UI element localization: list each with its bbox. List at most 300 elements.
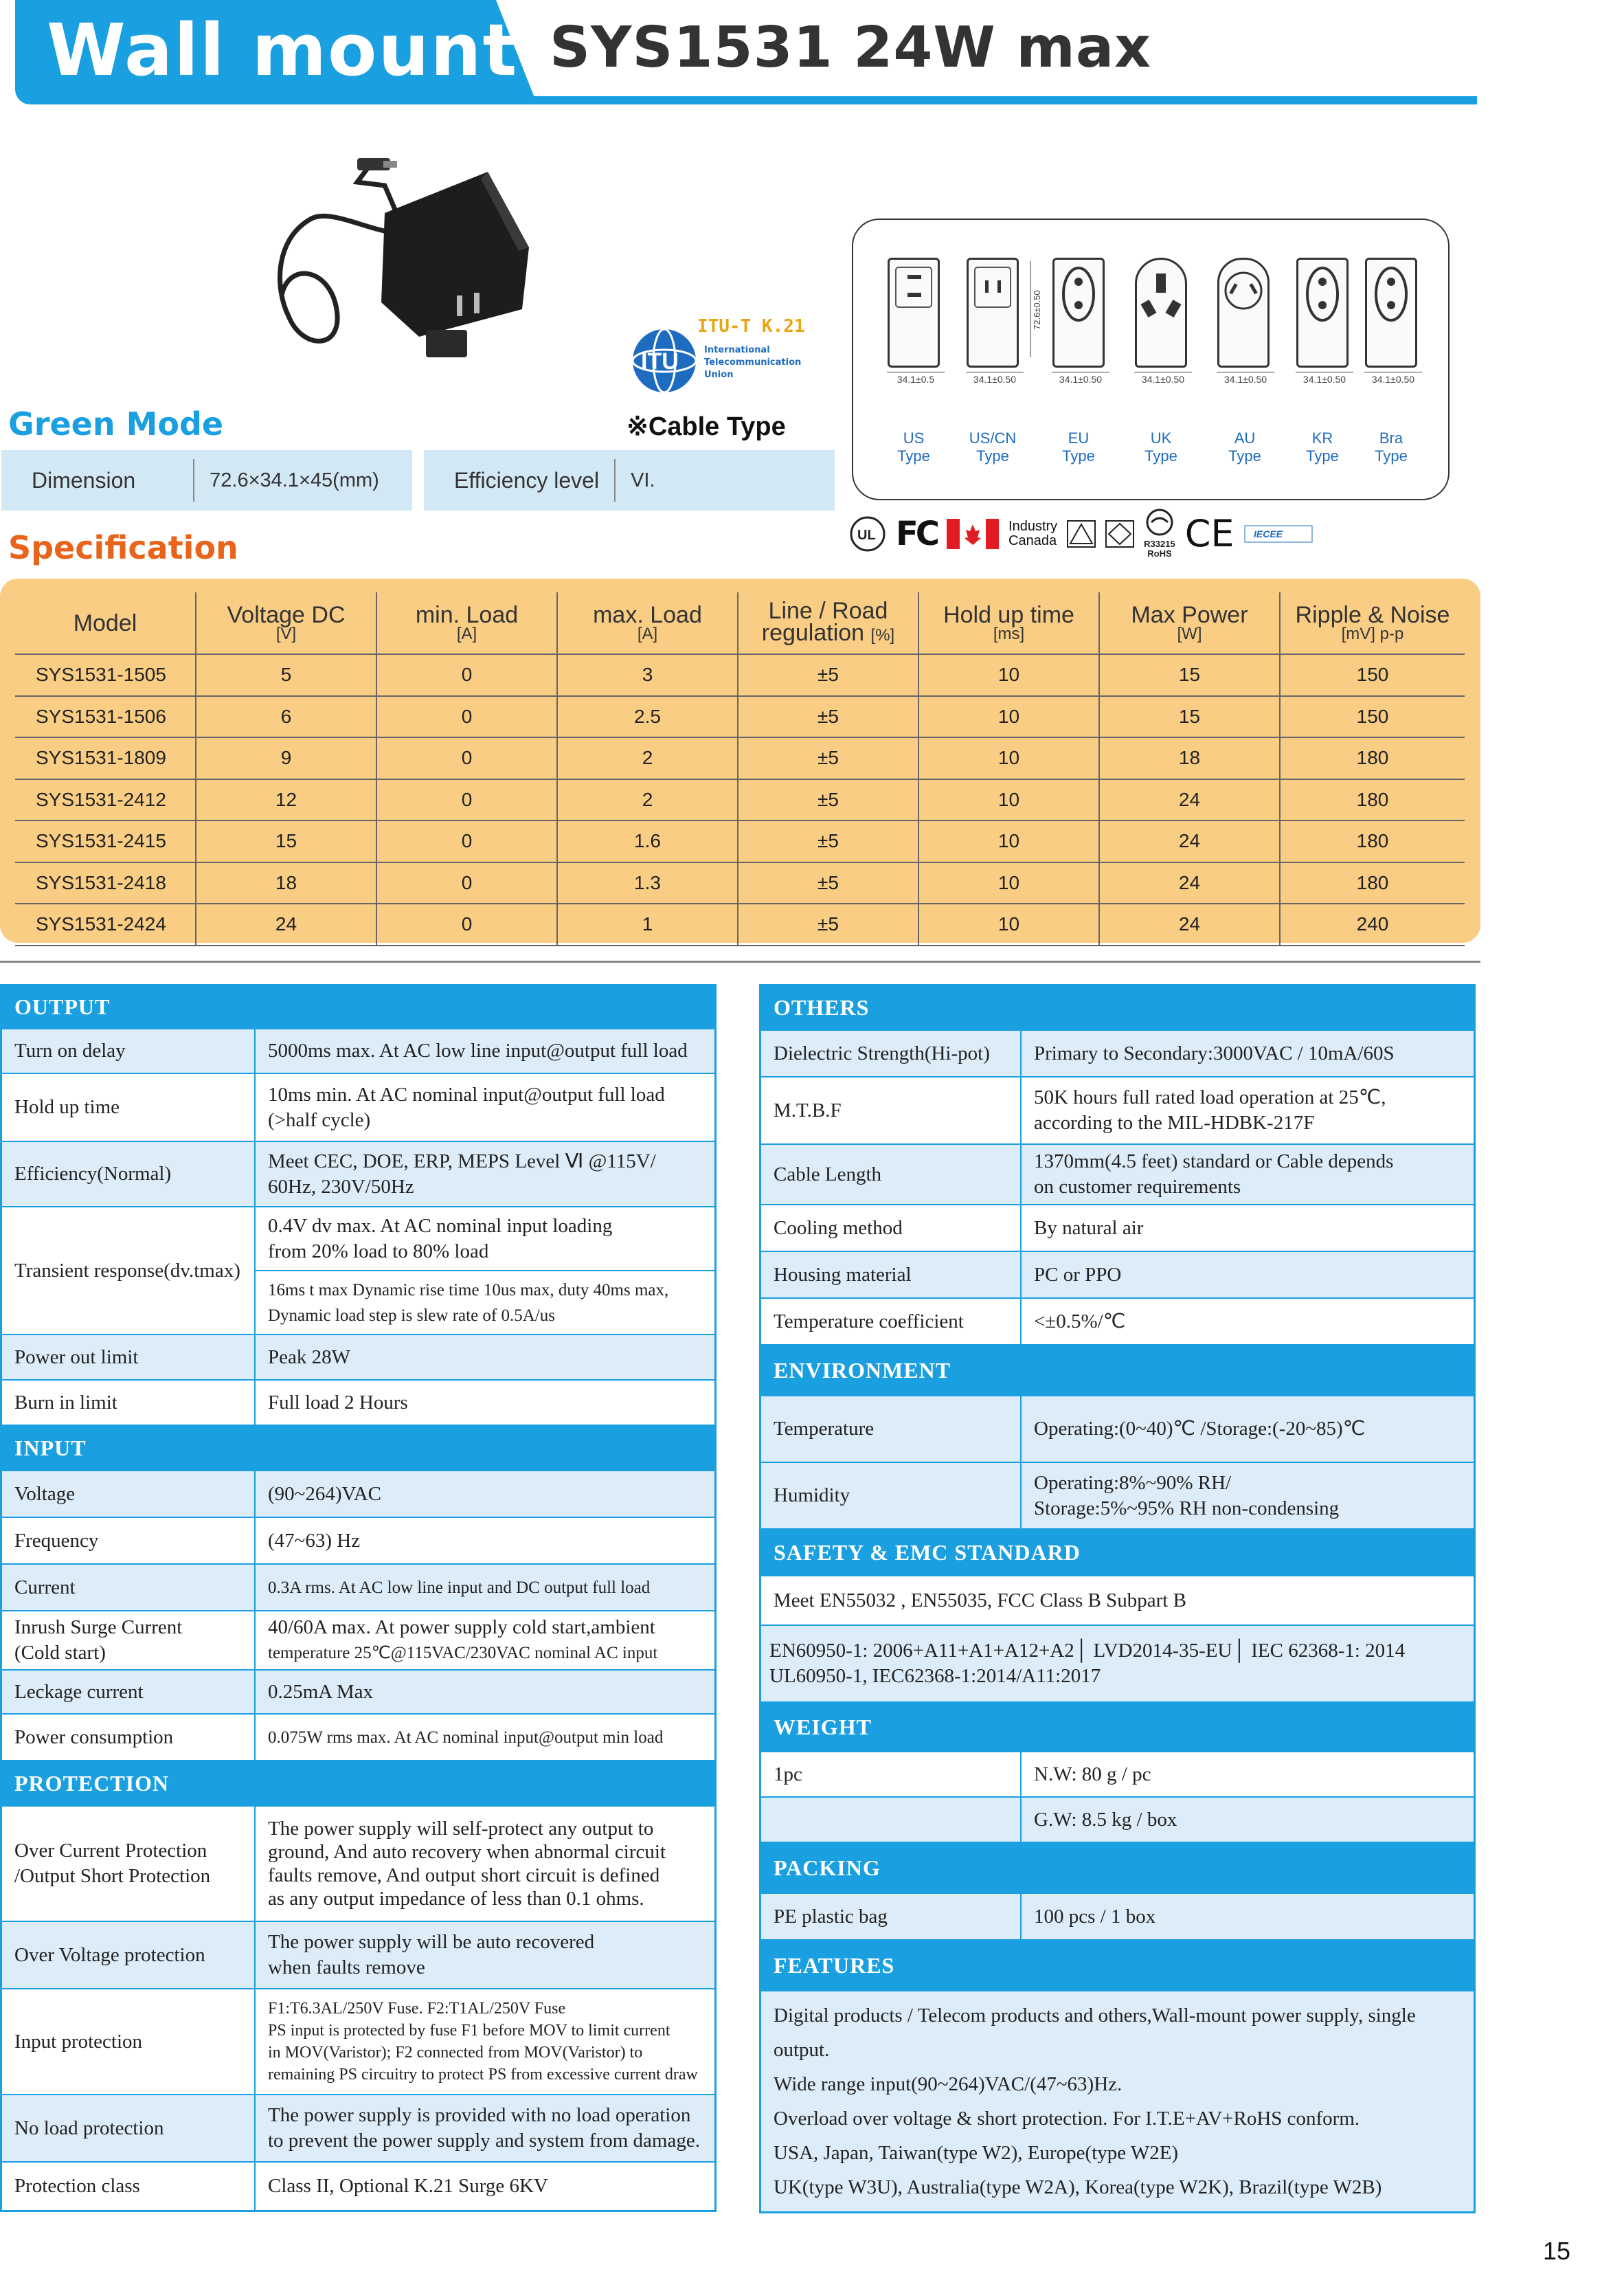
diamond-mark-icon <box>1105 520 1134 548</box>
row-key: Housing material <box>761 1251 1021 1298</box>
warning-triangle-icon <box>1067 520 1096 548</box>
plug-type: KR <box>1311 429 1333 447</box>
col-unit: [mV] p-p <box>1341 624 1404 643</box>
row-key: Turn on delay <box>2 1029 255 1073</box>
left-spec-panel <box>0 984 717 2212</box>
model-cell: SYS1531-2424 <box>15 904 196 946</box>
plug-type-word: Type <box>1375 447 1408 465</box>
features-row <box>761 1991 1474 2211</box>
spec-cell: ±5 <box>738 904 918 946</box>
value-line: The power supply will be auto recovered <box>268 1931 595 1953</box>
features-title: FEATURES <box>761 1940 1474 1991</box>
spec-cell: 12 <box>196 779 376 821</box>
spec-cell: 10 <box>918 862 1099 904</box>
row-value <box>255 1271 714 1335</box>
spec-cell: 150 <box>1280 654 1465 696</box>
table-row <box>2 1073 714 1141</box>
col-label2: regulation <box>761 619 865 646</box>
plug-dim: 34.1±0.50 <box>1052 372 1109 385</box>
spec-header-row <box>15 592 1465 654</box>
value-line: from 20% load to 80% load <box>268 1240 489 1262</box>
row-key: Power consumption <box>2 1714 255 1761</box>
value-line: Dynamic load step is slew rate of 0.5A/us <box>268 1306 555 1325</box>
table-row <box>761 1205 1474 1251</box>
table-row <box>2 1670 714 1714</box>
feature-item: UK(type W3U), Australia(type W2A), Korea(type W2K), Brazil(type W2B) <box>774 2176 1382 2198</box>
col-max-load <box>557 592 738 654</box>
efficiency-box <box>424 450 835 511</box>
plug-label-eu <box>1041 429 1116 465</box>
spec-cell: 6 <box>196 696 376 738</box>
spec-cell: 2 <box>557 737 738 779</box>
col-model <box>15 592 196 654</box>
itu-line3: Telecommunication <box>704 357 802 368</box>
features-header-row <box>761 1940 1474 1991</box>
col-min-load <box>376 592 557 654</box>
weight-title: WEIGHT <box>761 1702 1474 1752</box>
spec-row <box>15 779 1465 821</box>
row-key: 1pc <box>761 1752 1021 1797</box>
weight-header-row <box>761 1702 1474 1752</box>
table-row <box>2 1611 714 1670</box>
col-unit: [A] <box>637 624 658 643</box>
model-cell: SYS1531-2412 <box>15 779 196 821</box>
plug-type: Bra <box>1379 429 1403 447</box>
spec-cell: 0 <box>376 904 557 946</box>
spec-body <box>15 654 1465 946</box>
packing-title: PACKING <box>761 1842 1474 1893</box>
rcm-icon <box>1144 509 1175 536</box>
value-line: 50K hours full rated load operation at 25℃, <box>1034 1086 1386 1108</box>
row-key: Temperature coefficient <box>761 1298 1021 1345</box>
table-row <box>2 1921 714 1989</box>
row-value <box>255 1141 714 1207</box>
row-value: 0.3A rms. At AC low line input and DC output full load <box>255 1564 714 1611</box>
row-value <box>255 1611 714 1670</box>
value-line: to prevent the power supply and system from damage. <box>268 2130 700 2152</box>
spec-cell: 10 <box>918 820 1099 862</box>
plug-type-word: Type <box>1306 447 1339 465</box>
row-value <box>255 1989 714 2095</box>
plug-type: AU <box>1234 429 1256 447</box>
value-line: ground, And auto recovery when abnormal circuit <box>268 1841 666 1863</box>
spec-cell: 5 <box>196 654 376 696</box>
itu-k21-text: ITU-T K.21 <box>697 316 805 337</box>
row-value <box>255 1073 714 1141</box>
industry-line1: Industry <box>1008 518 1058 534</box>
row-value <box>1021 1462 1474 1529</box>
value-line: Meet CEC, DOE, ERP, MEPS Level Ⅵ @115V/ <box>268 1150 656 1172</box>
row-value <box>1021 1077 1474 1144</box>
value-line: 1370mm(4.5 feet) standard or Cable depends <box>1034 1150 1394 1172</box>
key-line: Over Current Protection <box>14 1840 207 1862</box>
table-row <box>2 1207 714 1271</box>
row-value: Operating:(0~40)℃ /Storage:(-20~85)℃ <box>1021 1396 1474 1462</box>
table-row <box>761 1797 1474 1842</box>
page-number: 15 <box>1542 2237 1570 2265</box>
row-value <box>1021 1144 1474 1205</box>
value-line: The power supply will self-protect any output to <box>268 1818 654 1840</box>
plug-type: US <box>903 429 925 447</box>
protection-title: PROTECTION <box>2 1761 714 1806</box>
row-value <box>255 1921 714 1989</box>
safety-standards <box>761 1625 1474 1702</box>
spec-cell: 10 <box>918 737 1099 779</box>
col-label: Max Power <box>1131 601 1248 628</box>
plug-dim: 34.1±0.50 <box>1364 372 1422 385</box>
spec-cell: 0 <box>376 654 557 696</box>
spec-cell: 180 <box>1280 737 1465 779</box>
plug-type: US/CN <box>969 429 1017 447</box>
plug-label-au <box>1207 429 1283 465</box>
spec-cell: 3 <box>557 654 738 696</box>
output-title: OUTPUT <box>2 986 714 1029</box>
feature-item: USA, Japan, Taiwan(type W2), Europe(type W2E) <box>774 2142 1179 2164</box>
plug-type: UK <box>1150 429 1172 447</box>
value-line: when faults remove <box>268 1956 425 1978</box>
plug-dim: 34.1±0.50 <box>1296 372 1353 385</box>
value-line: 60Hz, 230V/50Hz <box>268 1175 414 1198</box>
spec-cell: 10 <box>918 779 1099 821</box>
spec-cell: 24 <box>1099 862 1280 904</box>
key-line: Inrush Surge Current <box>14 1616 183 1638</box>
row-key <box>2 1611 255 1670</box>
row-key <box>761 1797 1021 1842</box>
spec-cell: 10 <box>918 904 1099 946</box>
value-line: Operating:8%~90% RH/ <box>1034 1471 1232 1494</box>
spec-cell: 180 <box>1280 820 1465 862</box>
separator <box>614 459 616 502</box>
row-key <box>2 1806 255 1921</box>
col-label: min. Load <box>415 601 519 628</box>
row-key: Input protection <box>2 1989 255 2095</box>
height-dim <box>1025 261 1046 357</box>
table-row <box>2 2095 714 2162</box>
feature-item: Wide range input(90~264)VAC/(47~63)Hz. <box>774 2073 1123 2095</box>
fc-logo: FC <box>896 514 938 553</box>
col-label: Ripple & Noise <box>1295 601 1450 628</box>
spec-cell: 24 <box>1099 820 1280 862</box>
row-key: Cooling method <box>761 1205 1021 1251</box>
row-value: Full load 2 Hours <box>255 1380 714 1425</box>
table-row <box>761 1462 1474 1529</box>
table-row <box>2 2162 714 2210</box>
row-key: Cable Length <box>761 1144 1021 1205</box>
specification-title: Specification <box>8 529 238 566</box>
col-max-power <box>1099 592 1280 654</box>
row-value: 100 pcs / 1 box <box>1021 1893 1474 1940</box>
r-code: R33215 <box>1144 539 1175 549</box>
table-row <box>761 1077 1474 1144</box>
dimension-box <box>1 450 412 511</box>
rohs-mark <box>1144 509 1175 559</box>
value-line: 40/60A max. At power supply cold start,ambient <box>268 1616 655 1638</box>
table-row <box>2 1029 714 1073</box>
feature-item: Digital products / Telecom products and others,Wall-mount power supply, single output. <box>774 2005 1416 2061</box>
plug-dim: 34.1±0.50 <box>1217 372 1274 385</box>
ce-logo: CE <box>1184 512 1234 555</box>
spec-cell: 10 <box>918 654 1099 696</box>
safety-title: SAFETY & EMC STANDARD <box>761 1529 1474 1576</box>
feature-item: Overload over voltage & short protection. For I.T.E+AV+RoHS conform. <box>774 2108 1360 2130</box>
col-unit: [W] <box>1177 624 1202 643</box>
spec-row <box>15 862 1465 904</box>
plug-type-word: Type <box>976 447 1009 465</box>
row-key: Temperature <box>761 1396 1021 1462</box>
plug-au <box>1217 258 1270 385</box>
safety-line: Meet EN55032 , EN55035, FCC Class B Subpart B <box>761 1576 1474 1625</box>
specification-table <box>15 592 1465 946</box>
spec-cell: 24 <box>1099 779 1280 821</box>
features-list <box>761 1991 1474 2211</box>
row-value: N.W: 80 g / pc <box>1021 1752 1474 1797</box>
plug-kr <box>1296 258 1349 385</box>
spec-cell: ±5 <box>738 696 918 738</box>
table-row <box>2 1517 714 1564</box>
spec-row <box>15 904 1465 946</box>
row-key: Dielectric Strength(Hi-pot) <box>761 1030 1021 1077</box>
cable-type-title: ※Cable Type <box>627 412 786 441</box>
col-label: Hold up time <box>943 601 1074 628</box>
value-line: F1:T6.3AL/250V Fuse. F2:T1AL/250V Fuse <box>268 2000 566 2018</box>
spec-cell: ±5 <box>738 862 918 904</box>
spec-cell: 180 <box>1280 862 1465 904</box>
itu-line4: Union <box>704 370 734 380</box>
itu-line2: International <box>704 345 770 355</box>
row-value: Peak 28W <box>255 1335 714 1380</box>
spec-row <box>15 696 1465 738</box>
separator <box>193 459 194 502</box>
plug-types-panel <box>852 219 1450 500</box>
col-unit: [ms] <box>993 624 1025 643</box>
plug-bra <box>1365 258 1417 385</box>
spec-row <box>15 737 1465 779</box>
row-value: (90~264)VAC <box>255 1471 714 1517</box>
plug-label-us <box>876 429 951 465</box>
col-label: Model <box>73 610 137 636</box>
spec-cell: 15 <box>196 820 376 862</box>
row-value: Primary to Secondary:3000VAC / 10mA/60S <box>1021 1030 1474 1077</box>
iecee-text: IECEE <box>1253 528 1283 539</box>
efficiency-label: Efficiency level <box>454 467 600 493</box>
row-key: Power out limit <box>2 1335 255 1380</box>
table-row <box>761 1893 1474 1940</box>
spec-cell: 1 <box>557 904 738 946</box>
efficiency-value: VI. <box>631 469 655 491</box>
row-key: Burn in limit <box>2 1380 255 1425</box>
spec-cell: 0 <box>376 862 557 904</box>
plug-type-word: Type <box>897 447 930 465</box>
spec-cell: 10 <box>918 696 1099 738</box>
model-cell: SYS1531-1809 <box>15 737 196 779</box>
col-label: max. Load <box>593 601 702 628</box>
value-line: (>half cycle) <box>268 1108 371 1131</box>
row-key: Current <box>2 1564 255 1611</box>
spec-row <box>15 820 1465 862</box>
spec-cell: 150 <box>1280 696 1465 738</box>
spec-cell: 18 <box>196 862 376 904</box>
table-row <box>2 1471 714 1517</box>
value-line: 16ms t max Dynamic rise time 10us max, duty 40ms max, <box>268 1280 669 1299</box>
spec-cell: 2.5 <box>557 696 738 738</box>
table-row <box>761 1298 1474 1345</box>
spec-cell: 240 <box>1280 904 1465 946</box>
spec-cell: 15 <box>1099 654 1280 696</box>
output-header-row <box>2 986 714 1029</box>
col-unit: [V] <box>275 624 297 643</box>
value-line: The power supply is provided with no load operation <box>268 2104 691 2126</box>
spec-row <box>15 654 1465 696</box>
model-cell: SYS1531-2418 <box>15 862 196 904</box>
packing-header-row <box>761 1842 1474 1893</box>
table-row <box>2 1141 714 1207</box>
protection-header-row <box>2 1761 714 1806</box>
ul-logo <box>849 515 886 552</box>
table-row <box>2 1335 714 1380</box>
table-row <box>761 1144 1474 1205</box>
table-row <box>761 1625 1474 1702</box>
value-line: 0.4V dv max. At AC nominal input loading <box>268 1214 613 1237</box>
plug-eu <box>1052 258 1105 385</box>
row-key: Hold up time <box>2 1073 255 1141</box>
spec-cell: 24 <box>1099 904 1280 946</box>
value-line: 10ms min. At AC nominal input@output full load <box>268 1083 665 1106</box>
environment-title: ENVIRONMENT <box>761 1345 1474 1396</box>
table-row <box>761 1030 1474 1077</box>
spec-cell: 1.3 <box>557 862 738 904</box>
plug-label-kr <box>1285 429 1360 465</box>
row-value <box>255 2095 714 2162</box>
table-row <box>761 1396 1474 1462</box>
value-line: Storage:5%~95% RH non-condensing <box>1034 1497 1340 1519</box>
table-row <box>2 1564 714 1611</box>
plug-dim: 34.1±0.50 <box>1134 372 1192 385</box>
spec-cell: 18 <box>1099 737 1280 779</box>
row-value: <±0.5%/℃ <box>1021 1298 1474 1345</box>
spec-cell: 0 <box>376 696 557 738</box>
row-value: By natural air <box>1021 1205 1474 1251</box>
industry-line2: Canada <box>1008 533 1057 548</box>
row-key: No load protection <box>2 2095 255 2162</box>
plug-uk <box>1135 258 1187 385</box>
environment-header-row <box>761 1345 1474 1396</box>
spec-cell: ±5 <box>738 820 918 862</box>
plug-dim: 34.1±0.5 <box>887 372 945 385</box>
row-key: Over Voltage protection <box>2 1921 255 1989</box>
table-row <box>2 1380 714 1425</box>
safety-line: EN60950-1: 2006+A11+A1+A12+A2│ LVD2014-35-EU│ IEC 62368-1: 2014 <box>769 1640 1406 1662</box>
plug-label-uscn <box>955 429 1030 465</box>
row-key: Frequency <box>2 1517 255 1564</box>
plug-height-dim: 72.6±0.50 <box>1032 290 1042 330</box>
row-key: Leckage current <box>2 1670 255 1714</box>
spec-cell: 180 <box>1280 779 1465 821</box>
value-line: PS input is protected by fuse F1 before MOV to limit current <box>268 2022 670 2040</box>
value-line: on customer requirements <box>1034 1176 1241 1198</box>
row-key: Humidity <box>761 1462 1021 1529</box>
table-row <box>2 1806 714 1921</box>
dimension-label: Dimension <box>32 467 136 493</box>
spec-cell: ±5 <box>738 737 918 779</box>
green-mode-title: Green Mode <box>8 405 224 443</box>
canada-flag-icon <box>947 519 999 549</box>
plug-label-bra <box>1353 429 1429 465</box>
spec-cell: ±5 <box>738 779 918 821</box>
col-label: Voltage DC <box>227 601 346 628</box>
spec-cell: 9 <box>196 737 376 779</box>
value-line: in MOV(Varistor); F2 connected from MOV(Varistor) to <box>268 2044 643 2062</box>
table-row <box>2 1714 714 1761</box>
value-line: as any output impedance of less than 0.1 ohms. <box>268 1888 644 1910</box>
others-header-row <box>761 986 1474 1030</box>
spec-cell: 0 <box>376 737 557 779</box>
spec-cell: 15 <box>1099 696 1280 738</box>
itu-k21-logo <box>629 313 835 402</box>
spec-cell: 0 <box>376 820 557 862</box>
model-cell: SYS1531-1506 <box>15 696 196 738</box>
plug-us <box>888 258 940 385</box>
itu-mark: ITU <box>641 348 679 375</box>
row-key: PE plastic bag <box>761 1893 1021 1940</box>
plug-type: EU <box>1068 429 1090 447</box>
col-unit: [A] <box>456 624 477 643</box>
key-line: (Cold start) <box>14 1642 106 1664</box>
row-key: Transient response(dv.tmax) <box>2 1207 255 1335</box>
spec-cell: 1.6 <box>557 820 738 862</box>
row-value: Class II, Optional K.21 Surge 6KV <box>255 2162 714 2210</box>
input-header-row <box>2 1425 714 1471</box>
safety-header-row <box>761 1529 1474 1576</box>
row-value: 0.075W rms max. At AC nominal input@output min load <box>255 1714 714 1761</box>
plug-uscn <box>967 258 1019 385</box>
others-title: OTHERS <box>761 986 1474 1030</box>
row-key: Protection class <box>2 2162 255 2210</box>
plug-dim: 34.1±0.50 <box>966 372 1024 385</box>
value-line: remaining PS circuitry to protect PS from excessive current draw <box>268 2066 698 2084</box>
plug-type-word: Type <box>1228 447 1261 465</box>
header-rule <box>522 96 1477 104</box>
row-value: 5000ms max. At AC low line input@output full load <box>255 1029 714 1073</box>
model-cell: SYS1531-1505 <box>15 654 196 696</box>
col-unit: [%] <box>870 625 895 645</box>
spec-cell: 0 <box>376 779 557 821</box>
spec-cell: 2 <box>557 779 738 821</box>
product-photo <box>247 131 570 392</box>
input-title: INPUT <box>2 1425 714 1471</box>
section-divider <box>0 961 1480 963</box>
row-value: 0.25mA Max <box>255 1670 714 1714</box>
table-row <box>761 1752 1474 1797</box>
safety-line: UL60950-1, IEC62368-1:2014/A11:2017 <box>769 1665 1101 1687</box>
value-line: faults remove, And output short circuit is defined <box>268 1864 660 1886</box>
spec-cell: 24 <box>196 904 376 946</box>
table-row <box>2 1989 714 2095</box>
row-key: M.T.B.F <box>761 1077 1021 1144</box>
page-title: Wall mount <box>47 8 519 92</box>
col-hold-up <box>918 592 1099 654</box>
row-value <box>255 1207 714 1271</box>
right-spec-panel <box>759 984 1476 2213</box>
iecee-logo <box>1244 525 1313 543</box>
row-value: PC or PPO <box>1021 1251 1474 1298</box>
row-value: (47~63) Hz <box>255 1517 714 1564</box>
model-cell: SYS1531-2415 <box>15 820 196 862</box>
certification-logos <box>849 509 1313 559</box>
key-line: /Output Short Protection <box>14 1865 211 1887</box>
dimension-value: 72.6×34.1×45(mm) <box>210 469 379 491</box>
value-line: temperature 25℃@115VAC/230VAC nominal AC input <box>268 1644 658 1662</box>
specification-table-box <box>0 579 1480 943</box>
